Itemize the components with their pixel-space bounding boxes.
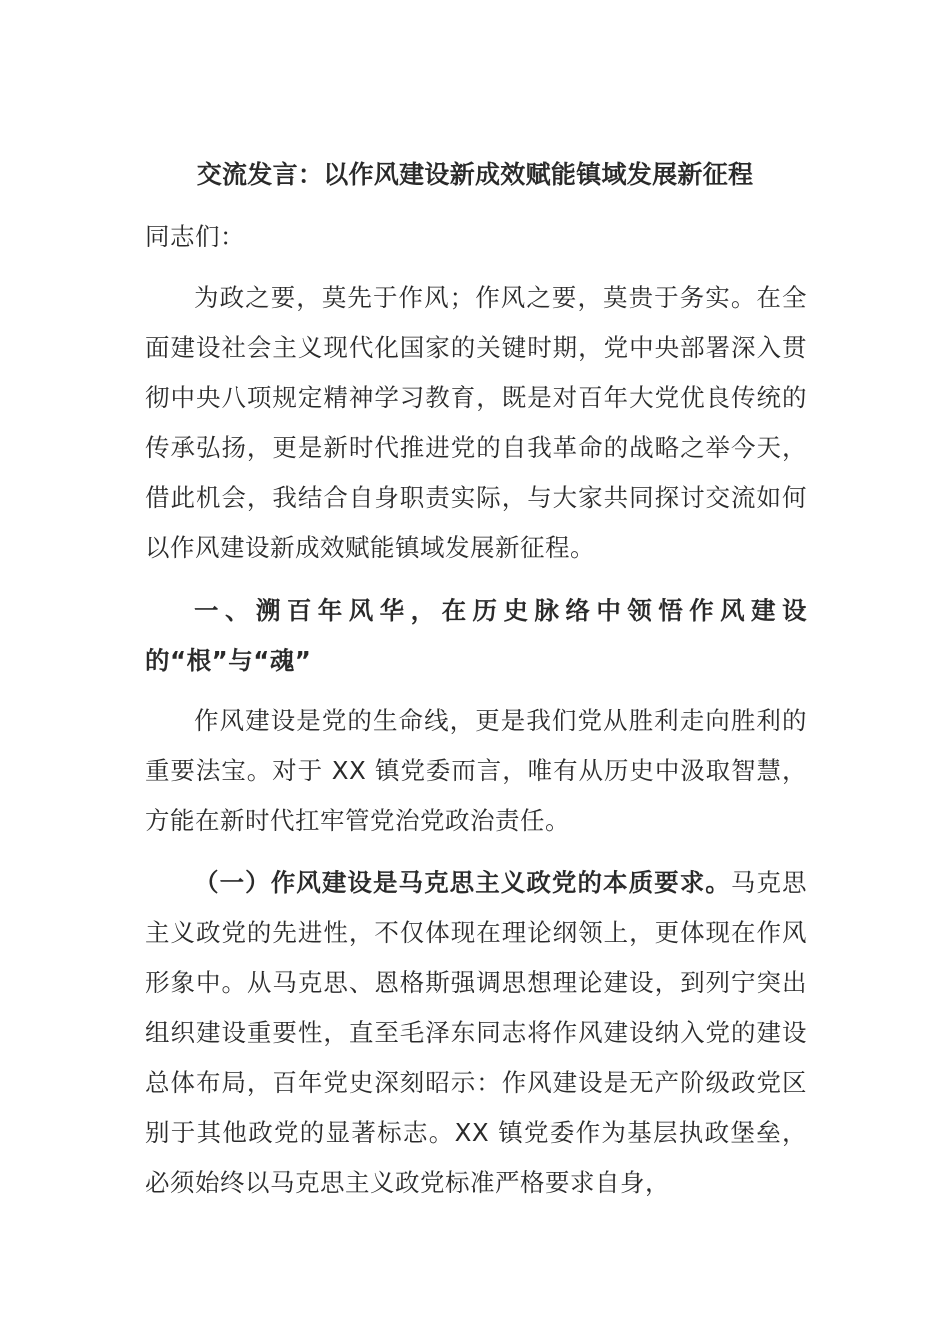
section-heading-1: 一、溯百年风华，在历史脉络中领悟作风建设的“根”与“魂”	[145, 596, 807, 675]
salutation: 同志们：	[145, 222, 245, 251]
subsection-1-body: 马克思主义政党的先进性，不仅体现在理论纲领上，更体现在作风形象中。从马克思、恩格斯强调思想理论建设，到列宁突出组织建设重要性，直至毛泽东同志将作风建设纳入党的建设总体布局，百年党史深刻昭示：作风建设是无产阶级政党区别于其他政党的显著标志。XX 镇党委作为基层执政堡垒，必须始终以马克思主义政党标准严格要求自身，	[145, 868, 808, 1197]
document-title: 交流发言：以作风建设新成效赋能镇域发展新征程	[196, 160, 754, 189]
section-1-paragraph: 作风建设是党的生命线，更是我们党从胜利走向胜利的重要法宝。对于 XX 镇党委而言，唯有从历史中汲取智慧，方能在新时代扛牢管党治党政治责任。	[145, 706, 807, 835]
subsection-1-paragraph	[145, 858, 807, 1208]
subsection-1-lead: （一）作风建设是马克思主义政党的本质要求。	[194, 868, 731, 897]
intro-paragraph: 为政之要，莫先于作风；作风之要，莫贵于务实。在全面建设社会主义现代化国家的关键时期，党中央部署深入贯彻中央八项规定精神学习教育，既是对百年大党优良传统的传承弘扬，更是新时代推进党的自我革命的战略之举今天，借此机会，我结合自身职责实际，与大家共同探讨交流如何以作风建设新成效赋能镇域发展新征程。	[145, 283, 807, 562]
